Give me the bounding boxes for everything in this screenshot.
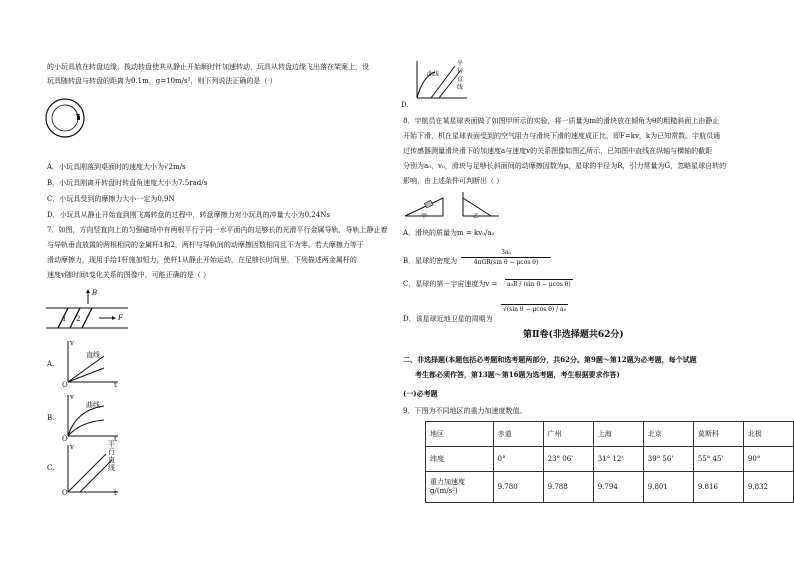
part2-line1: 二、非选择题(本题包括必考题和选考题两部分，共62分。第9题～第12题为必考题，每个试题 — [403, 355, 697, 364]
part2-title: 第Ⅱ卷(非选择题共62分) — [523, 330, 624, 340]
q8-option-b-num: 3a₀ — [501, 249, 511, 256]
q7-line1: 7．如图，方向竖直向上的匀强磁场中有两根平行于同一水平面内的足够长的光滑平行金属导轨，导轨上静止着 — [47, 226, 388, 234]
q6-option-d: D．小玩具从静止开始直到刚飞离转盘的过程中，转盘摩擦力对小玩具的冲量大小为0.24Ns — [47, 211, 330, 219]
q8-option-d-prefix: D．该星球近地卫星的周期为 — [403, 315, 493, 323]
table-row — [426, 422, 794, 447]
q8-option-a: A．滑块的质量为m = kv₀/a₀ — [403, 229, 495, 237]
table-cell: 9.816 — [693, 472, 743, 503]
option-b-label: B. — [47, 414, 55, 422]
q8-option-d-fraction: √(sin θ − μcos θ) / a₀ — [503, 306, 567, 313]
option-c-label: C. — [47, 464, 55, 472]
q6-option-b: B．小玩具刚离开转盘时转盘角速度大小为7.5rad/s — [47, 179, 208, 187]
option-a-label: A. — [47, 360, 55, 368]
table-row — [426, 447, 794, 472]
q8-option-b-den: 4πGR(sin θ − μcos θ) — [473, 259, 539, 266]
q8-option-c-radical: a₀R / (sin θ − μcos θ) — [507, 281, 571, 288]
fig-jia: 甲 — [421, 213, 428, 220]
table-row — [426, 472, 794, 503]
table-cell: 9.832 — [743, 472, 793, 503]
table-cell: 莫斯科 — [693, 422, 743, 447]
q8-option-b-prefix: B．星球的密度为 — [403, 257, 458, 265]
table-cell: 55° 45' — [693, 447, 743, 472]
q6-option-a: A．小玩具刚落到桌面时的速度大小为√2m/s — [47, 163, 186, 171]
fig-rod-1: 1 — [62, 315, 67, 323]
rails-figure — [44, 288, 134, 336]
fig-rod-2: 2 — [76, 315, 81, 323]
table-cell: 广州 — [543, 422, 593, 447]
table-cell: 9.801 — [643, 472, 693, 503]
table-cell: 地区 — [426, 422, 494, 447]
graph-c-v: v — [70, 443, 74, 451]
q8-option-c-prefix: C．星球的第一宇宙速度为v = — [403, 280, 498, 288]
table-cell: 39° 56' — [643, 447, 693, 472]
table-cell: 纬度 — [426, 447, 494, 472]
table-cell: 90° — [743, 447, 793, 472]
q8-line5: 影响，由上述条件可判断出（ ） — [403, 177, 504, 185]
graph-a-tag: 直线 — [86, 351, 100, 359]
table-cell: 9.788 — [543, 472, 593, 503]
table-cell: 0° — [493, 447, 543, 472]
table-cell: 上海 — [593, 422, 643, 447]
graph-d-tag-right: 平行直线 — [457, 60, 464, 91]
graph-a-v: v — [70, 339, 74, 347]
q8-line2: 开始下滑，机在星球表面受到的空气阻力与滑块下滑的速度成正比，即F=kv，k为已知常数。宇航员通 — [403, 132, 721, 140]
gravity-table — [425, 421, 794, 503]
q8-figure — [403, 190, 503, 220]
fig-f-label: F — [118, 314, 123, 322]
required-section: (一)必考题 — [403, 389, 438, 398]
q6-option-c: C．小玩具受到的摩擦力大小一定为0.9N — [47, 195, 175, 203]
table-cell: 31° 12' — [593, 447, 643, 472]
q7-line4: 速度v随时间t变化关系的图像中，可能正确的是（ ） — [47, 271, 210, 279]
q8-line3: 过传感器测量滑块滑下的加速度a与速度v的关系图像如图乙所示，已知图中直线在纵轴与横轴的截距 — [403, 147, 713, 155]
q7-line3: 滑动摩擦力，现用手给1杆施加恒力，使杆1从静止开始运动，在足够长时间里，下列描述两金属杆的 — [47, 256, 357, 264]
q6-intro-line2: 玩具随转盘与转盘的距离为0.1m，g=10m/s²，则下列说法正确的是（ ） — [47, 77, 277, 85]
graph-b-tag: 曲线 — [86, 401, 100, 409]
option-d-label: D. — [401, 101, 409, 109]
table-cell: 重力加速度 g/(m/s²) — [426, 472, 494, 503]
q8-line1: 8．宇航员在某星球表面做了如图甲所示的实验，将一质量为m的滑块放在倾角为θ的粗糙斜面上由静止 — [403, 117, 720, 125]
table-cell: 北极 — [743, 422, 793, 447]
graph-b-o: O — [62, 435, 68, 443]
q6-intro-line1: 的小玩具放在转盘边缘，拨动转盘使其从静止开始顺时针加速转动，玩具从转盘边缘飞出落在架案上，设 — [47, 63, 369, 71]
graph-a-o: O — [62, 381, 68, 389]
graph-c-o: O — [62, 489, 68, 497]
q9-text: 9．下图为不同地区的重力加速度数值。 — [403, 407, 527, 415]
graph-c-t: t — [114, 489, 117, 497]
graph-d-tag-left: 曲线 — [427, 71, 440, 78]
table-cell: 9.794 — [593, 472, 643, 503]
graph-b-v: v — [70, 393, 74, 401]
fig-b-label: B — [92, 289, 98, 297]
graph-b-t: t — [114, 435, 117, 443]
table-cell: 9.780 — [493, 472, 543, 503]
table-cell: 23° 06' — [543, 447, 593, 472]
table-cell: 北京 — [643, 422, 693, 447]
q7-line2: 与导轨垂直放置的两根相同的金属杆1和2，两杆与导轨间的动摩擦因数相同且不为零。若大摩擦力等于 — [47, 241, 364, 249]
q8-line4: 分别为a₀、v₀，滑块与足够长斜面间的动摩擦因数为μ，星球的半径为R，引力常量为G，忽略星球自转的 — [403, 162, 727, 170]
turntable-figure — [44, 97, 86, 139]
table-cell: 赤道 — [493, 422, 543, 447]
fig-yi: 乙 — [473, 213, 480, 220]
graph-a-t: t — [114, 381, 117, 389]
part2-line2: 考生都必须作答，第13题～第16题为选考题，考生根据要求作答) — [415, 370, 620, 379]
graph-c-tag: 平行直线 — [108, 440, 115, 472]
